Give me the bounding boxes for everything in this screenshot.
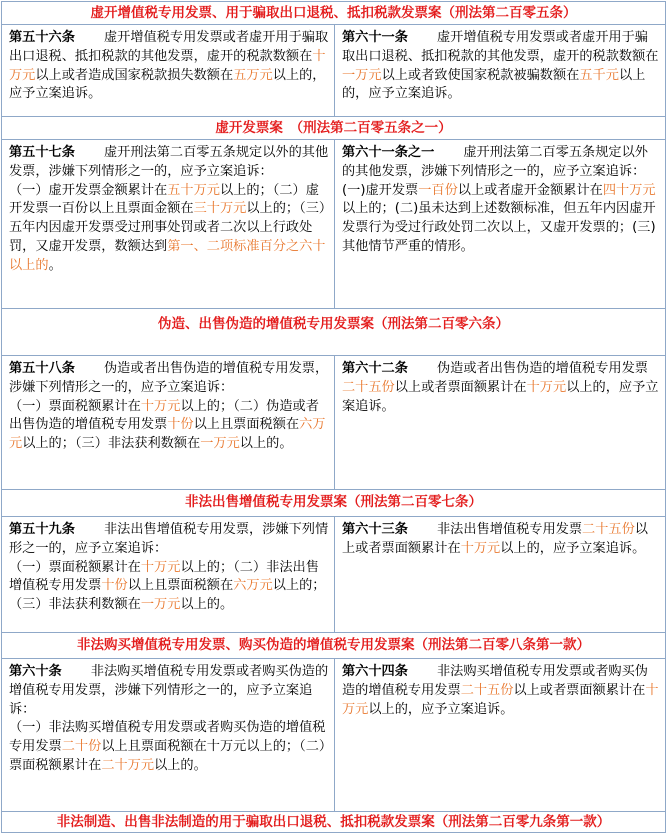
- article-title: 第六十二条: [342, 361, 408, 376]
- article-text: 以上的；（二）虚开发票一百份以上且票面金额在: [9, 182, 319, 217]
- amount-highlight: 一万元: [342, 67, 382, 83]
- article-text: （一）非法购买增值税专用发票或者购买伪造的增值税专用发票: [9, 720, 326, 755]
- section-header: 非法制造、出售非法制造的用于骗取出口退税、抵扣税款发票案（刑法第二百零九条第一款）: [1, 811, 666, 833]
- article-text: 以上或者致使国家税款被骗数额在: [381, 67, 580, 83]
- article-text: 非法购买增值税专用发票或者购买伪造的增值税专用发票: [342, 664, 648, 698]
- amount-highlight: 四十万元: [602, 182, 656, 198]
- amount-highlight: 六万元: [233, 578, 273, 594]
- article-text: 伪造或者出售伪造的增值税专用发票，涉嫌下列情形之一的，应予立案追诉：: [9, 361, 329, 395]
- article-62: [334, 355, 666, 490]
- article-text: 以上的，应予立案追诉。: [9, 67, 326, 102]
- article-title: 第五十七条: [9, 145, 75, 160]
- amount-highlight: 二十五份: [460, 682, 514, 698]
- amount-highlight: 十万元: [526, 379, 567, 395]
- article-title: 第六十一条: [342, 30, 408, 45]
- article-63: [334, 516, 666, 633]
- article-58: [1, 355, 335, 490]
- article-text: 以上的。: [154, 757, 207, 773]
- article-title: 第五十六条: [9, 30, 75, 45]
- amount-highlight: 十万元: [460, 540, 501, 556]
- article-text: （一）票面税额累计在: [9, 398, 141, 414]
- amount-highlight: 十万元: [140, 559, 181, 575]
- article-57: [1, 139, 335, 309]
- article-title: 第六十一条之一: [342, 145, 435, 160]
- article-text: 非法出售增值税专用发票: [436, 522, 583, 537]
- article-text: 非法购买增值税专用发票或者购买伪造的增值税专用发票，涉嫌下列情形之一的，应予立案追诉：: [9, 664, 329, 717]
- article-text: 以上或者造成国家税款损失数额在: [35, 67, 234, 83]
- article-text: 虚开增值税专用发票或者虚开用于骗取出口退税、抵扣税款的其他发票，虚开的税款数额在: [342, 30, 659, 64]
- article-text: 以上的。: [180, 597, 234, 613]
- article-title: 第六十条: [9, 664, 62, 679]
- article-text: 以上且票面税额在: [127, 578, 234, 594]
- article-text: 以上且票面税额在十万元以上的；（二）票面税额累计在: [9, 739, 326, 773]
- amount-highlight: 十份: [167, 417, 194, 433]
- article-text: (一)虚开发票: [342, 182, 419, 198]
- article-text: 以上或者票面额累计在: [342, 522, 648, 556]
- section-header: 虚开发票案 （刑法第二百零五条之一）: [1, 116, 666, 140]
- article-text: （一）虚开发票金额累计在: [9, 182, 168, 198]
- article-text: 虚开刑法第二百零五条规定以外的其他发票，涉嫌下列情形之一的，应予立案追诉：: [342, 145, 648, 179]
- amount-highlight: 五万元: [233, 67, 273, 83]
- article-text: 以上的，应予立案追诉。: [342, 67, 646, 102]
- section-header: 伪造、出售伪造的增值税专用发票案（刑法第二百零六条）: [1, 308, 666, 356]
- amount-highlight: 二十五份: [342, 379, 395, 395]
- article-text: 以上的；（二）非法出售增值税专用发票: [9, 559, 319, 594]
- amount-highlight: 二十份: [61, 739, 102, 755]
- legal-comparison-table: [1, 1, 666, 833]
- article-text: 虚开刑法第二百零五条规定以外的其他发票，涉嫌下列情形之一的，应予立案追诉：: [9, 145, 329, 179]
- article-text: 以上的；（三）非法获利数额在: [9, 578, 326, 613]
- article-text: 以上的；（三）五年内因虚开发票受过刑事处罚或者二次以上行政处罚，又虚开发票，数额达到: [9, 201, 326, 254]
- article-text: 虚开增值税专用发票或者虚开用于骗取出口退税、抵扣税款的其他发票，虚开的税款数额在: [9, 30, 329, 64]
- article-59: [1, 516, 335, 633]
- article-text: （一）票面税额累计在: [9, 559, 141, 575]
- amount-highlight: 十万元: [9, 48, 326, 83]
- amount-highlight: 一万元: [140, 597, 181, 613]
- article-text: 以上的，应予立案追诉。: [342, 379, 659, 414]
- section-header: 非法出售增值税专用发票案（刑法第二百零七条）: [1, 489, 666, 517]
- amount-highlight: 第一、二项标准百分之六十以上的: [9, 238, 326, 273]
- amount-highlight: 十份: [101, 578, 128, 594]
- amount-highlight: 三十万元: [193, 201, 247, 217]
- article-title: 第六十三条: [342, 522, 408, 537]
- article-60: [1, 658, 335, 812]
- article-text: 以上的。: [239, 436, 293, 452]
- article-56: [1, 24, 335, 117]
- article-title: 第五十八条: [9, 361, 75, 376]
- article-text: 以上的，应予立案追诉。: [500, 540, 646, 556]
- article-64: [334, 658, 666, 812]
- article-text: 以上或者虚开金额累计在: [457, 182, 603, 198]
- amount-highlight: 六万元: [9, 417, 326, 452]
- article-text: 。: [48, 257, 62, 273]
- amount-highlight: 十万元: [342, 682, 659, 717]
- amount-highlight: 一万元: [200, 436, 240, 452]
- article-text: 以上或者票面额累计在: [513, 682, 646, 698]
- section-header: 非法购买增值税专用发票、购买伪造的增值税专用发票案（刑法第二百零八条第一款）: [1, 632, 666, 659]
- article-text: 以上的；（三）非法获利数额在: [22, 436, 201, 452]
- article-text: 以上的；（二）伪造或者出售伪造的增值税专用发票: [9, 398, 319, 433]
- amount-highlight: 二十万元: [101, 757, 155, 773]
- section-header: 虚开增值税专用发票、用于骗取出口退税、抵扣税款发票案（刑法第二百零五条）: [1, 1, 666, 25]
- amount-highlight: 十万元: [140, 398, 181, 414]
- article-text: 非法出售增值税专用发票，涉嫌下列情形之一的，应予立案追诉：: [9, 522, 329, 556]
- article-text: 以上或者票面额累计在: [394, 379, 527, 395]
- article-text: 伪造或者出售伪造的增值税专用发票: [436, 361, 648, 376]
- article-text: 以上的，应予立案追诉。: [368, 701, 514, 717]
- amount-highlight: 一百份: [418, 182, 458, 198]
- article-title: 第五十九条: [9, 522, 75, 537]
- amount-highlight: 二十五份: [582, 522, 635, 537]
- article-text: 以上的；(二)虽未达到上述数额标准，但五年内因虚开发票行为受过行政处罚二次以上，又虚开发票的；(三)其他情节严重的情形。: [342, 201, 656, 254]
- article-61: [334, 24, 666, 117]
- amount-highlight: 五千元: [579, 67, 619, 83]
- amount-highlight: 五十万元: [167, 182, 220, 198]
- article-text: 以上且票面税额在: [193, 417, 300, 433]
- article-61-1: [334, 139, 666, 309]
- article-title: 第六十四条: [342, 664, 408, 679]
